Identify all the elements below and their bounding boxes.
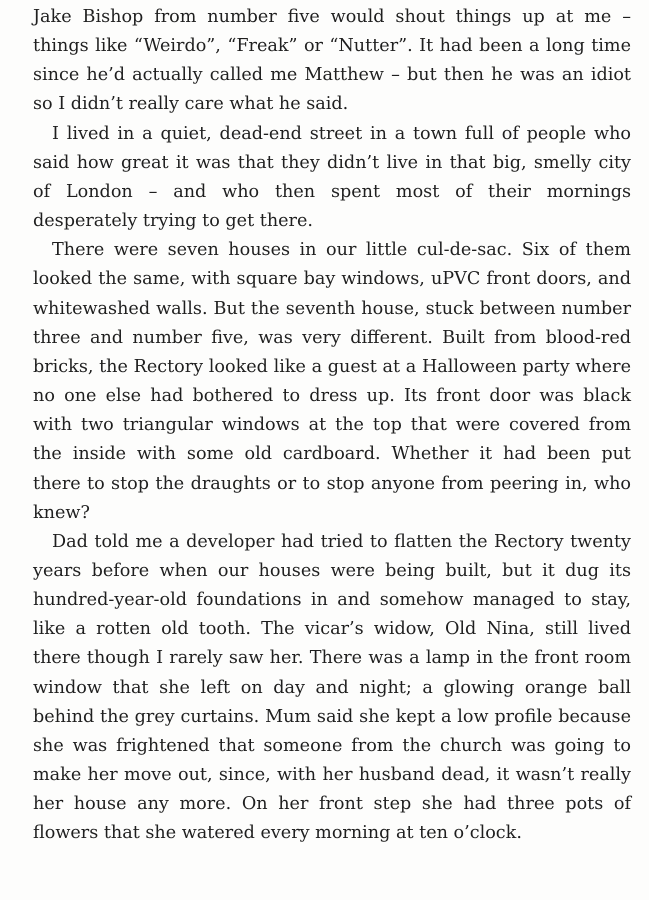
- paragraph: There were seven houses in our little cul-de-sac. Six of them looked the same, with square bay windows, uPVC front doors, and whitewashed walls. But the seventh house, stuck between number three and number five, was very different. Built from blood-red bricks, the Rectory looked like a guest at a Halloween party where no one else had bothered to dress up. Its front door was black with two triangular windows at the top that were covered from the inside with some old cardboard. Whether it had been put there to stop the draughts or to stop anyone from peering in, who knew?: [33, 240, 631, 523]
- paragraph: Dad told me a developer had tried to flatten the Rectory twenty years before when our houses were being built, but it dug its hundred-year-old foundations in and somehow managed to stay, like a rotten old tooth. The vicar’s widow, Old Nina, still lived there though I rarely saw her. There was a lamp in the front room window that she left on day and night; a glowing orange ball behind the grey curtains. Mum said she kept a low profile because she was frightened that someone from the church was going to make her move out, since, with her husband dead, it wasn’t really her house any more. On her front step she had three pots of flowers that she watered every morning at ten o’clock.: [33, 531, 631, 844]
- paragraph: Jake Bishop from number five would shout things up at me – things like “Weirdo”, “Freak” or “Nutter”. It had been a long time since he’d actually called me Matthew – but then he was an idiot so I didn’t really care what he said.: [33, 7, 631, 115]
- paragraph: I lived in a quiet, dead-end street in a town full of people who said how great it was that they didn’t live in that big, smelly city of London – and who then spent most of their mornings desperately trying to get there.: [33, 123, 631, 232]
- body-text: [33, 3, 631, 849]
